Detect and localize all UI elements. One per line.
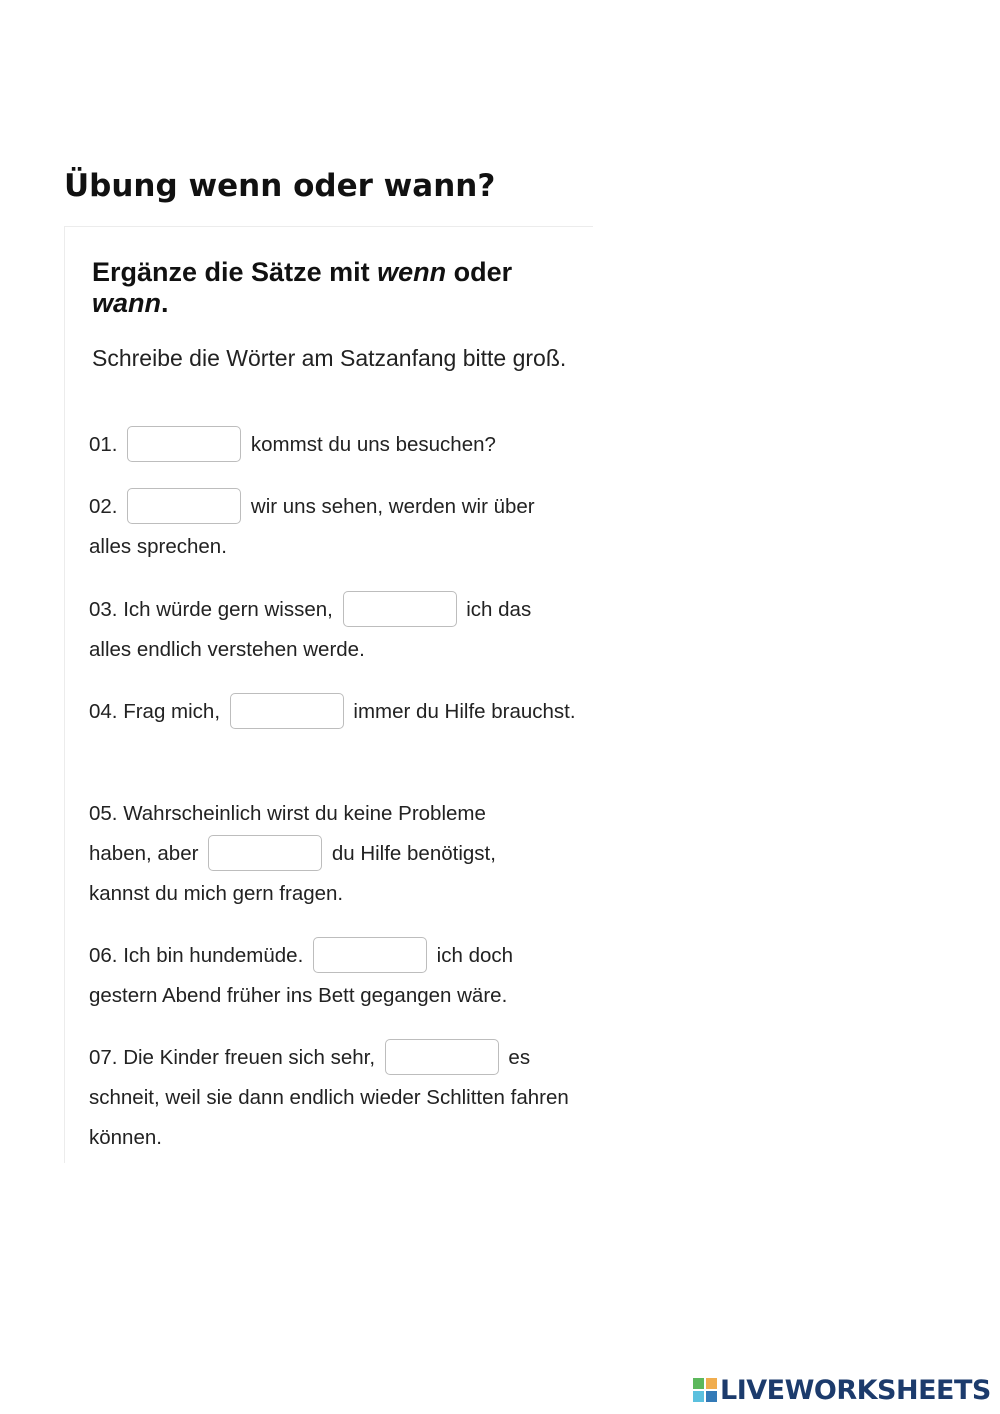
sentence-text: 02. [89,495,124,518]
instruction-heading-text: Ergänze die Sätze mit [92,257,378,287]
instruction-heading [92,257,582,319]
instruction-heading-text: . [161,288,169,318]
keyword-wenn: wenn [377,257,447,287]
sentence-text: ich das alles endlich verstehen werde. [89,598,532,661]
sentence-text: ich doch gestern Abend früher ins Bett gegangen wäre. [89,944,514,1007]
instruction-subheading: Schreibe die Wörter am Satzanfang bitte groß. [92,345,567,371]
liveworksheets-logo-icon [693,1378,717,1402]
sentence-text: immer du Hilfe brauchst. [347,700,576,723]
instruction-heading-text: oder [446,257,513,287]
sentence-text: 04. Frag mich, [89,700,226,723]
sentence-1 [89,425,579,465]
brand-text: LIVEWORKSHEETS [720,1374,991,1406]
sentence-5 [89,794,549,914]
sentence-text: 03. Ich würde gern wissen, [89,598,339,621]
sentence-text: 06. Ich bin hundemüde. [89,944,309,967]
sentence-text: kommst du uns besuchen? [245,433,496,456]
sentence-7 [89,1038,579,1158]
sentence-text: wir uns sehen, werden wir über alles sprechen. [89,495,535,558]
sentence-6 [89,936,579,1016]
answer-field-5[interactable] [208,835,322,871]
sentence-text: es schneit, weil sie dann endlich wieder Schlitten fahren können. [89,1046,569,1149]
sentence-text: 01. [89,433,124,456]
sentence-4 [89,692,579,732]
answer-field-1[interactable] [127,426,241,462]
sentence-3 [89,590,579,670]
answer-field-2[interactable] [127,488,241,524]
sentence-text: 07. Die Kinder freuen sich sehr, [89,1046,381,1069]
answer-field-7[interactable] [385,1039,499,1075]
worksheet-card [64,226,593,1163]
answer-field-6[interactable] [313,937,427,973]
sentence-text: 05. Wahrscheinlich wirst du keine Probleme haben, aber [89,802,486,865]
keyword-wann: wann [92,288,162,318]
page-title: Übung wenn oder wann? [64,168,496,204]
sentence-2 [89,487,579,567]
sentence-text: du Hilfe benötigst, kannst du mich gern fragen. [89,842,496,905]
answer-field-4[interactable] [230,693,344,729]
answer-field-3[interactable] [343,591,457,627]
liveworksheets-brand [693,1372,991,1408]
